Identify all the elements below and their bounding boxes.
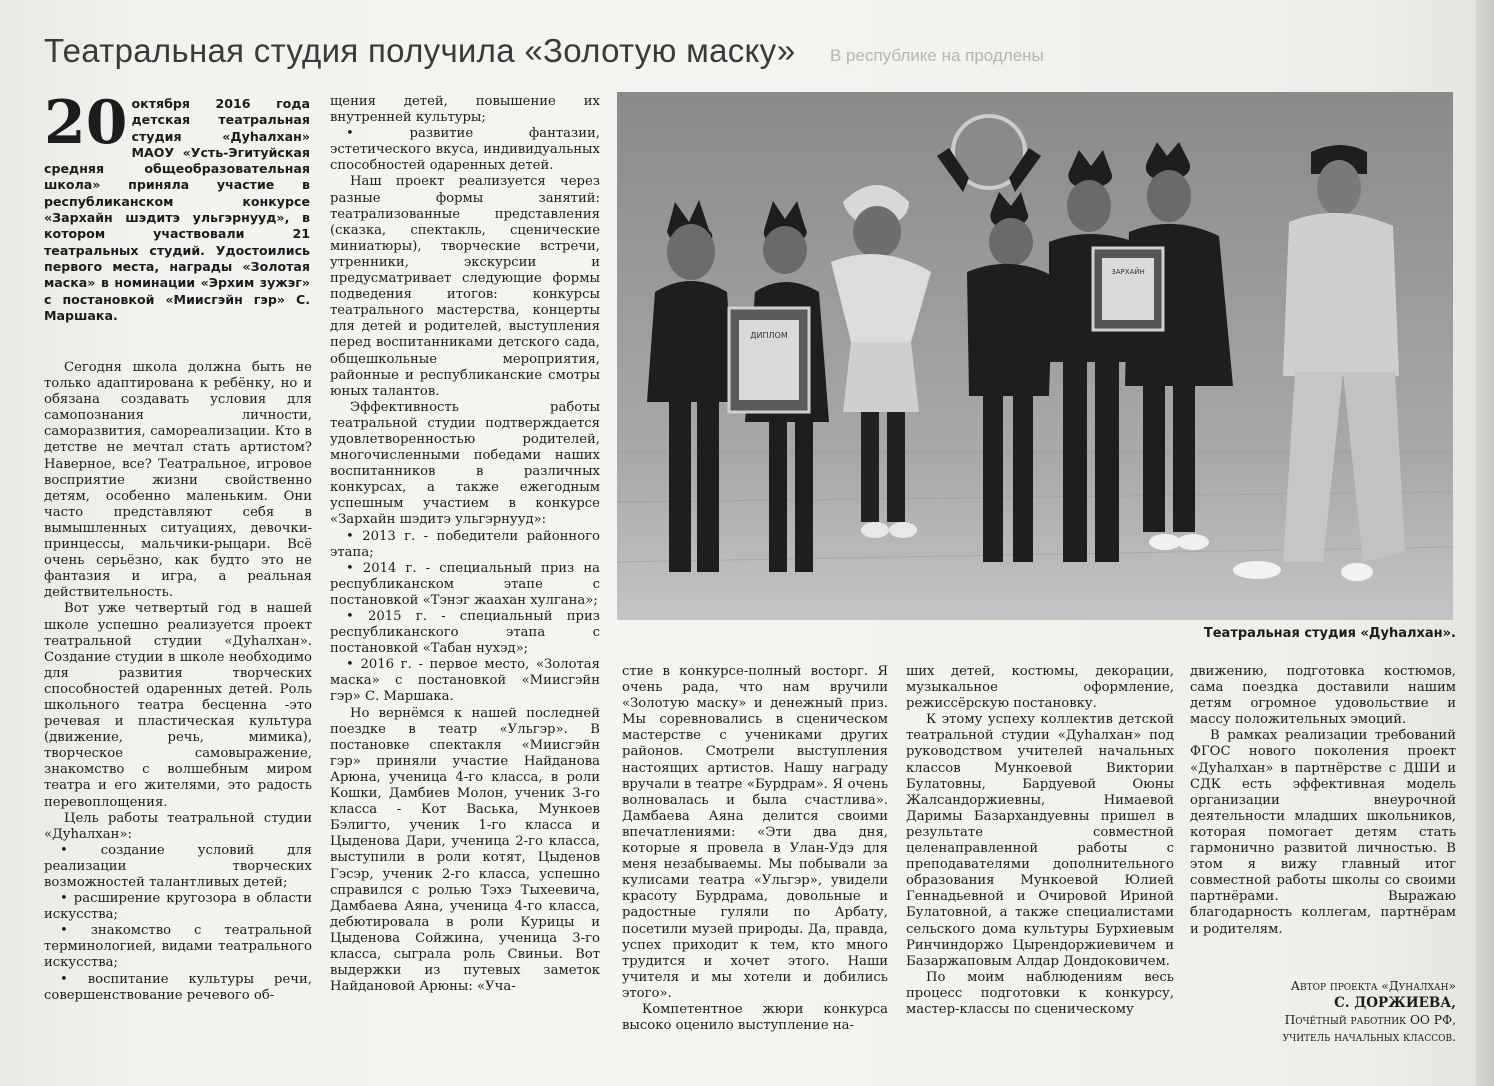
bullet-item: • 2014 г. - специальный приз на республиканском этапе с постановкой «Тэнэг жаахан хулгана»; [330, 560, 600, 608]
author-position: учитель начальных классов. [1282, 1030, 1456, 1044]
page-fold-shadow [1476, 0, 1494, 1086]
photo-caption: Театральная студия «Дуhалхан». [1203, 626, 1456, 641]
author-name: С. ДОРЖИЕВА, [1334, 995, 1456, 1011]
author-title: Почётный работник ОО РФ, [1284, 1013, 1456, 1027]
paragraph: Цель работы театральной студии «Дуhалхан»: [44, 810, 312, 842]
paragraph: Вот уже четвертый год в нашей школе успешно реализуется проект театральной студии «Дуhалхан». Создание студии в школе необходимо для развития творческих способностей одаренных детей. Роль школьного театра бесценна -это речевая и пластическая культура (движение, речь, мимика), творческое самовыражение, знакомство с волшебным миром театра и его жителями, это радость перевоплощения. [44, 601, 312, 810]
bullet-item: • расширение кругозора в области искусства; [44, 891, 312, 923]
paragraph: К этому успеху коллектив детской театральной студии «Дуhалхан» под руководством учителей начальных классов Мункоевой Виктории Булатовны, Бардуевой Оюны Жалсандоржиевны, Нимаевой Даримы Базархандуевны пришел в результате совместной целенаправленной работы с преподавателями дополнительного образования Мункоевой Юлией Геннадьевной и Очировой Ириной Булатовной, а также специалистами сельского дома культуры Бурхиевым Ринчиндоржо Цырендоржиевичем и Базаржаповым Алдар Дондоковичем. [906, 712, 1174, 969]
paragraph: Эффективность работы театральной студии подтверждается удовлетворенностью родителей, многочисленными победами наших воспитанников в различных конкурсах, а также ежегодным успешным участием в конкурсе «Зархайн шэдитэ ульгэрнууд»: [330, 399, 600, 528]
bullet-item: • 2013 г. - победители районного этапа; [330, 528, 600, 560]
bullet-item: • знакомство с театральной терминологией, видами театрального искусства; [44, 923, 312, 971]
paragraph: В рамках реализации требований ФГОС нового поколения проект «Дуhалхан» в партнёрстве с ДШИ и СДК есть эффективная модель организации внеурочной деятельности младших школьников, которая помогает детям стать гармонично развитой личностью. В этом я вижу главный итог совместной работы школы со своими партнёрами. Выражаю благодарность коллегам, партнёрам и родителям. [1190, 728, 1456, 937]
bullet-item: • развитие фантазии, эстетического вкуса, индивидуальных способностей одаренных детей. [330, 126, 600, 174]
bullet-item: • воспитание культуры речи, совершенствование речевого об- [44, 971, 312, 1003]
bullet-item: • 2016 г. - первое место, «Золотая маска» с постановкой «Миисгэйн гэр» С. Маршака. [330, 657, 600, 705]
column-5 [1190, 664, 1456, 938]
paragraph: ших детей, костюмы, декорации, музыкальное оформление, режиссёрскую постановку. [906, 664, 1174, 712]
bullet-item: • создание условий для реализации творческих возможностей талантливых детей; [44, 842, 312, 890]
article-lead [44, 88, 310, 324]
diploma-label-1: ДИПЛОМ [750, 331, 788, 340]
paragraph: Компетентное жюри конкурса высоко оценило выступление на- [622, 1001, 888, 1034]
paragraph: Сегодня школа должна быть не только адаптирована к ребёнку, но и обязана создавать условия для самопознания личности, саморазвития, самореализации. Кто в детстве не мечтал стать артистом? Наверное, все? Театральное, игровое восприятие жизни свойственно детям, особенно маленьким. Они часто представляют себя в вымышленных ситуациях, девочки-принцессы, мальчики-рыцари. Всё очень серьёзно, как будто это не фантазия и игра, а реальная действительность. [44, 360, 312, 601]
bullet-item: • 2015 г. - специальный приз республиканского этапа с постановкой «Табан нухэд»; [330, 609, 600, 657]
diploma-frame-2 [1093, 248, 1163, 330]
photo-children-costumes [617, 92, 1453, 620]
group-photo [617, 92, 1453, 620]
paragraph: движению, подготовка костюмов, сама поездка доставили нашим детям огромное удовольствие и массу положительных эмоций. [1190, 664, 1456, 728]
diploma-label-2: ЗАРХАЙН [1111, 268, 1145, 276]
paragraph: Наш проект реализуется через разные формы занятий: театрализованные представления (сказка, спектакль, сценические миниатюры), творческие встречи, утренники, экскурсии и предусматривает следующие формы подведения итогов: конкурсы театрального мастерства, концерты для детей и родителей, выступления перед воспитанниками детского сада, общешкольные мероприятия, районные и республиканские смотры юных талантов. [330, 174, 600, 399]
diploma-frame-1 [729, 308, 809, 412]
paragraph: По моим наблюдениям весь процесс подготовки к конкурсу, мастер-классы по сценическому [906, 969, 1174, 1017]
author-signature [1220, 978, 1456, 1046]
paragraph: Но вернёмся к нашей последней поездке в театр «Ульгэр». В постановке спектакля «Миисгэйн гэр» приняли участие Найданова Арюна, ученица 4-го класса, в роли Кошки, Дамбиев Молон, ученик 3-го класса - Кот Васька, Мункоев Бэлигто, ученик 1-го класса и Цыденова Дари, ученица 2-го класса, выступили в роли котят, Цыденов Гэсэр, ученик 2-го класса, успешно справился с ролью Тэхэ Тыхеевича, Дамбаева Аяна, ученица 4-го класса, дебютировала в роли Курицы и Цыденова Сойжина, ученица 3-го класса, сыграла роль Свиньи. Вот выдержки из путевых заметок Найдановой Арюны: «Уча- [330, 705, 600, 995]
drop-cap: 20 [44, 88, 128, 158]
column-3 [622, 664, 888, 1034]
author-project: Автор проекта «Дуhалхан» [1290, 979, 1456, 993]
column-2 [330, 94, 600, 995]
column-1 [44, 360, 312, 1004]
paragraph: щения детей, повышение их внутренней культуры; [330, 94, 600, 126]
article-headline: Театральная студия получила «Золотую маску» [44, 32, 796, 69]
paragraph: стие в конкурсе-полный восторг. Я очень рада, что нам вручили «Золотую маску» и денежный приз. Мы соревновались в сценическом мастерстве с учениками других районов. Смотрели выступления настоящих артистов. Нашу награду вручали в театре «Бурдрам». Я очень волновалась и была счастлива». Дамбаева Аяна делится своими впечатлениями: «Эти два дня, которые я провела в Улан-Удэ для меня незабываемы. Мы побывали за кулисами театра «Ульгэр», увидели красоту Бурдрама, довольные и радостные гуляли по Арбату, посетили музей природы. Да, правда, успех приходит к тем, кто много трудится и хочет этого. Наши учителя и мы хотели и добились этого». [622, 664, 888, 1001]
bleed-through-text: В республике на продлены [830, 46, 1044, 65]
column-4 [906, 664, 1174, 1018]
lead-text: октября 2016 года детская театральная студия «Дуhалхан» МАОУ «Усть-Эгитуйская средняя общеобразовательная школа» приняла участие в республиканском конкурсе «Зархайн шэдитэ ульгэрнууд», в котором участвовали 21 театральных студий. Удостоились первого места, награды «Золотая маска» в номинации «Эрхим зужэг» с постановкой «Миисгэйн гэр» С. Маршака. [44, 96, 310, 323]
